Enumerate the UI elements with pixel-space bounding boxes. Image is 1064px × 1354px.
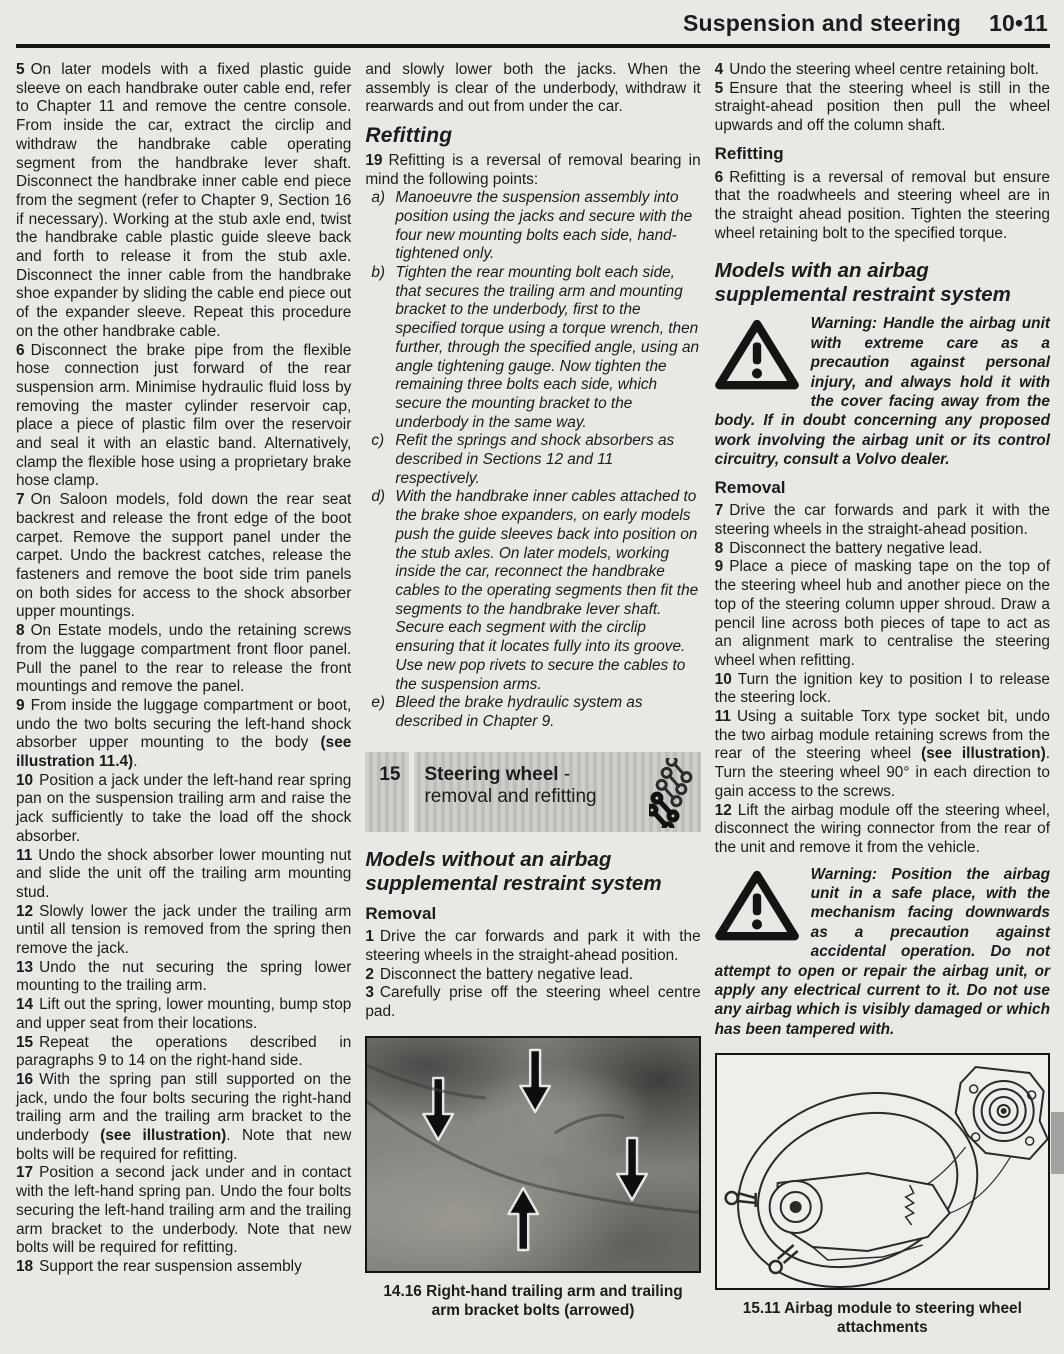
page-number: 10•11 <box>989 10 1048 36</box>
step-paragraph: 4 Undo the steering wheel centre retaining bolt. <box>714 61 1039 78</box>
list-marker: b) <box>371 264 386 282</box>
figure-photo <box>365 1036 700 1320</box>
list-marker: d) <box>371 488 386 506</box>
step-paragraph: 7 On Saloon models, fold down the rear seat backrest and release the front edge of the boot carpet. Remove the support panel under the carpet. Undo the backrest catches, release the fasteners and remove the boot side trim panels on both sides for access to the shock absorber upper mountings. <box>16 491 352 621</box>
step-paragraph: 12 Lift the airbag module off the steering wheel, disconnect the wiring connector from the rear of the unit and remove it from the vehicle. <box>714 801 1050 856</box>
section-box-divider <box>409 752 414 832</box>
warning-triangle-icon <box>715 319 799 391</box>
figure-drawing <box>715 1053 1050 1337</box>
steering-wheel-drawing <box>717 1055 1048 1288</box>
step-paragraph: 15 Repeat the operations described in paragraphs 9 to 14 on the right-hand side. <box>16 1033 352 1070</box>
warning-note <box>715 314 1050 469</box>
subheading: Removal <box>365 903 437 923</box>
figure-caption: 14.16 Right-hand trailing arm and trailing arm bracket bolts (arrowed) <box>383 1282 683 1319</box>
step-number: 5 <box>714 79 724 97</box>
section-number: 15 <box>379 763 401 785</box>
step-paragraph: 11 Using a suitable Torx type socket bit, undo the two airbag module retaining screws from the rear of the steering wheel (see illustration). Turn the steering wheel 90° in each direction to gain access to the screws. <box>714 708 1050 800</box>
step-number: 11 <box>714 708 731 726</box>
list-item <box>365 488 700 694</box>
step-paragraph: 1 Drive the car forwards and park it with the steering wheels in the straight-ahead position. <box>365 928 701 965</box>
step-paragraph: 7 Drive the car forwards and park it with the steering wheels in the straight-ahead position. <box>714 502 1050 538</box>
refitting-heading: Refitting <box>365 124 453 148</box>
step-paragraph: 18 Support the rear suspension assembly <box>16 1258 302 1275</box>
step-paragraph: 10 Turn the ignition key to position I to release the steering lock. <box>714 670 1050 707</box>
step-number: 7 <box>16 491 25 509</box>
step-number: 8 <box>714 539 724 557</box>
step-paragraph: 8 On Estate models, undo the retaining screws from the luggage compartment front floor panel. Pull the panel to the rear to release the front mountings and remove the panel. <box>16 622 352 696</box>
step-paragraph: 12 Slowly lower the jack under the trailing arm until all tension is removed from the spring then remove the jack. <box>16 902 352 958</box>
list-item-text: With the handbrake inner cables attached to the brake shoe expanders, on early models push the guide sleeves back into position on the stub axles. On later models, working inside the car, reconnect the handbrake cables to the operating segments then fit the segments to the handbrake lever shaft. Secure each segment with the circlip ensuring that it locates fully into its groove. Use new pop rivets to secure the cables to the suspension arms. <box>395 488 699 693</box>
subheading: Removal <box>714 477 786 497</box>
step-paragraph: 5 Ensure that the steering wheel is still in the straight-ahead position then pull the wheel upwards and off the column shaft. <box>714 79 1050 135</box>
step-number: 13 <box>16 958 34 976</box>
step-number: 10 <box>16 771 34 789</box>
step-number: 7 <box>714 502 724 520</box>
step-paragraph: 10 Position a jack under the left-hand rear spring pan on the suspension trailing arm and raise the jack sufficiently to take the load off the shock absorber. <box>16 771 352 845</box>
warning-note <box>715 865 1050 1040</box>
step-paragraph: 9 Place a piece of masking tape on the top of the steering wheel hub and another piece on the top of the steering column upper shroud. Draw a pencil line across both pieces of tape to act as an alignment mark to centralise the steering wheel when refitting. <box>714 558 1050 669</box>
step-number: 12 <box>714 801 732 819</box>
arrow-icon <box>521 1050 551 1112</box>
spanner-icon <box>649 758 695 828</box>
step-paragraph: 16 With the spring pan still supported on the jack, undo the four bolts securing the right-hand trailing arm and the trailing arm bracket to the underbody (see illustration). Note that new bolts will be required for refitting. <box>16 1070 352 1163</box>
step-number: 4 <box>714 61 724 78</box>
section-heading-box <box>365 752 700 832</box>
line-drawing <box>715 1053 1050 1290</box>
step-number: 5 <box>16 61 25 78</box>
arrow-icon <box>509 1188 539 1250</box>
step-number: 3 <box>365 984 374 1002</box>
step-number: 6 <box>16 341 25 359</box>
page-header <box>16 10 1050 37</box>
warning-triangle-icon <box>715 319 799 391</box>
list-item <box>365 694 700 731</box>
section-thumb-tab <box>1051 1112 1064 1174</box>
list-item-text: Refit the springs and shock absorbers as described in Sections 12 and 11 respectively. <box>395 432 675 487</box>
step-number: 2 <box>365 965 374 983</box>
list-item-text: Manoeuvre the suspension assembly into position using the jacks and secure with the four new mounting bolts each side, hand-tightened only. <box>395 189 693 263</box>
step-paragraph: 9 From inside the luggage compartment or boot, undo the two bolts securing the left-hand shock absorber upper mounting to the body (see illustration 11.4). <box>16 696 352 771</box>
photo-arrows <box>367 1038 698 1271</box>
list-item-text: Bleed the brake hydraulic system as described in Chapter 9. <box>395 694 643 730</box>
step-paragraph: 19 Refitting is a reversal of removal bearing in mind the following points: <box>365 151 701 188</box>
warning-triangle-icon <box>715 870 799 942</box>
header-rule <box>16 44 1050 48</box>
list-marker: a) <box>371 189 386 207</box>
warning-text: Warning: Position the airbag unit in a safe place, with the mechanism facing downwards as a precaution against accidental operation. Do not attempt to open or repair the airbag unit, or apply any electrical current to it. Do not use any airbag which is visibly damaged or which has been tampered with. <box>714 865 1050 1038</box>
step-paragraph: 3 Carefully prise off the steering wheel centre pad. <box>365 984 701 1021</box>
spanner-icons <box>649 758 695 834</box>
list-marker: e) <box>371 694 386 712</box>
step-number: 11 <box>16 846 33 864</box>
step-number: 16 <box>16 1070 34 1088</box>
list-item-text: Tighten the rear mounting bolt each side, that secures the trailing arm and mounting bracket to the underbody, first to the specified torque using a torque wrench, then further, through the specified angle, using an angle tightening gauge. Now tighten the remaining three bolts each side, which secure the mounting bracket to the underbody in the same way. <box>395 264 700 431</box>
list-marker: c) <box>371 432 385 450</box>
step-number: 14 <box>16 996 34 1014</box>
page-title: Suspension and steering <box>682 10 962 36</box>
step-number: 17 <box>16 1164 34 1182</box>
step-number: 1 <box>365 928 374 946</box>
step-paragraph: 11 Undo the shock absorber lower mounting nut and slide the unit off the trailing arm mounting stud. <box>16 846 352 901</box>
arrow-icon <box>618 1138 648 1200</box>
step-paragraph: 6 Disconnect the brake pipe from the flexible hose connection just forward of the rear suspension arm. Minimise hydraulic fluid loss by removing the master cylinder reservoir cap, place a piece of plastic film over the reservoir and seal it with an elastic band. Alternatively, clamp the flexible hose using a proprietary brake hose clamp. <box>16 341 352 490</box>
step-number: 15 <box>16 1033 34 1051</box>
step-paragraph: 13 Undo the nut securing the spring lower mounting to the trailing arm. <box>16 958 352 995</box>
column-3 <box>715 61 1050 1337</box>
step-paragraph: 14 Lift out the spring, lower mounting, bump stop and upper seat from their locations. <box>16 996 352 1032</box>
step-paragraph: 5 On later models with a fixed plastic guide sleeve on each handbrake outer cable end, refer to Chapter 11 and remove the centre console. From inside the car, extract the circlip and withdraw the handbrake cable operating segment from the handbrake lever shaft. Disconnect the handbrake inner cable end piece from the segment (refer to Chapter 9, Section 16 if necessary). Working at the stub axle end, twist the handbrake cable plastic guide sleeve back and forth to release it from the stub axle. Disconnect the inner cable from the handbrake shoe expander by sliding the cable end piece out of the expander sleeve. Repeat this procedure on the other handbrake cable. <box>16 61 352 340</box>
warning-triangle-icon <box>715 870 799 942</box>
list-item <box>365 432 700 488</box>
figure-caption: 15.11 Airbag module to steering wheel attachments <box>742 1300 1022 1337</box>
continuation-paragraph: and slowly lower both the jacks. When the assembly is clear of the underbody, withdraw it rearwards and out from under the car. <box>365 61 701 116</box>
step-paragraph: 2 Disconnect the battery negative lead. <box>365 965 634 983</box>
step-number: 8 <box>16 622 25 640</box>
step-number: 6 <box>714 168 724 186</box>
text-columns <box>16 61 1050 1337</box>
models-heading: Models with an airbag supplemental restraint system <box>714 259 1011 307</box>
column-2 <box>365 61 700 1337</box>
step-number: 18 <box>16 1258 34 1275</box>
step-paragraph: 17 Position a second jack under and in contact with the left-hand spring pan. Undo the four bolts securing the left-hand trailing arm and the trailing arm bracket to the underbody. Note that new bolts will be required for refitting. <box>16 1164 352 1257</box>
warning-text: Warning: Handle the airbag unit with extreme care as a precaution against personal injury, and always hold it with the cover facing away from the body. If in doubt concerning any proposed work involving the airbag unit or its control circuitry, consult a Volvo dealer. <box>714 315 1050 469</box>
step-paragraph: 8 Disconnect the battery negative lead. <box>714 539 983 557</box>
list-item <box>365 264 700 432</box>
models-heading: Models without an airbag supplemental restraint system <box>365 847 662 895</box>
step-number: 9 <box>16 696 25 714</box>
step-number: 9 <box>714 558 724 576</box>
step-number: 10 <box>714 670 732 688</box>
section-title: Steering wheel - removal and refitting <box>424 763 597 807</box>
step-paragraph: 6 Refitting is a reversal of removal but ensure that the roadwheels and steering wheel are in the straight ahead position. Tighten the steering wheel retaining bolt to the specified torque. <box>714 168 1050 242</box>
step-number: 19 <box>365 151 383 169</box>
photo-image <box>365 1036 700 1273</box>
subheading: Refitting <box>714 143 784 163</box>
list-item <box>365 189 700 264</box>
step-number: 12 <box>16 902 34 920</box>
column-1 <box>16 61 351 1337</box>
